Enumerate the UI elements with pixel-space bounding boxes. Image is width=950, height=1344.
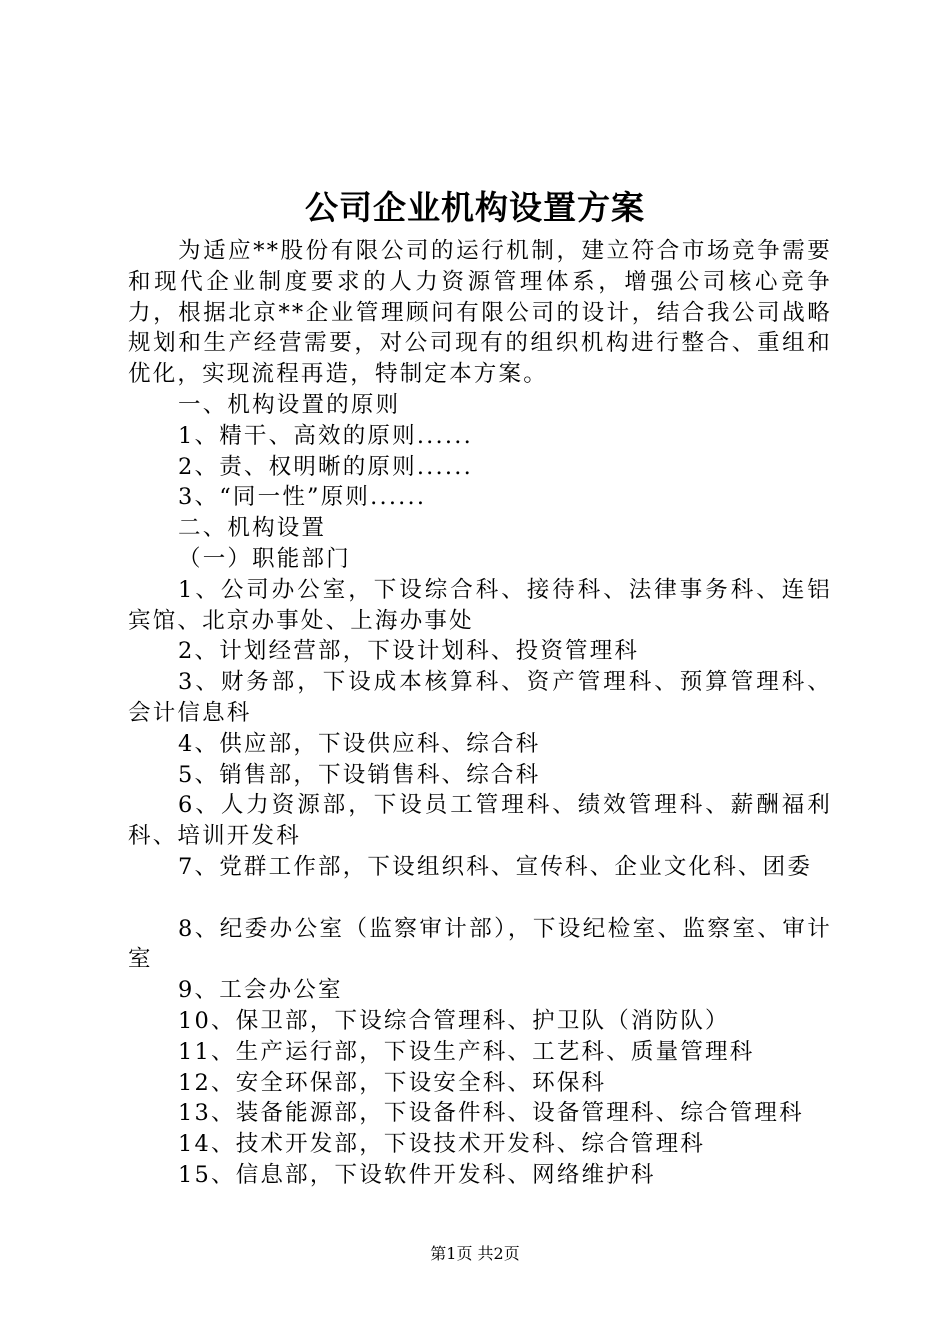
department-item: 4、供应部，下设供应科、综合科 <box>178 730 541 757</box>
principle-item: 1、精干、高效的原则...... <box>178 422 473 449</box>
department-item: 10、保卫部，下设综合管理科、护卫队（消防队） <box>178 1007 730 1034</box>
department-item: 9、工会办公室 <box>178 977 343 1004</box>
section-heading-principles: 一、机构设置的原则 <box>178 391 401 418</box>
department-item: 1、公司办公室，下设综合科、接待科、法律事务科、连铝宾馆、北京办事处、上海办事处 <box>128 576 832 634</box>
department-item: 6、人力资源部，下设员工管理科、绩效管理科、薪酬福利科、培训开发科 <box>128 792 832 850</box>
intro-paragraph: 为适应**股份有限公司的运行机制，建立符合市场竞争需要和现代企业制度要求的人力资源管理体系，增强公司核心竞争力，根据北京**企业管理顾问有限公司的设计，结合我公司战略规划和生产经营需要，对公司现有的组织机构进行整合、重组和优化，实现流程再造，特制定本方案。 <box>128 238 832 388</box>
document-title: 公司企业机构设置方案 <box>305 188 645 227</box>
subsection-heading-functional: （一）职能部门 <box>178 545 351 572</box>
department-item: 11、生产运行部，下设生产科、工艺科、质量管理科 <box>178 1038 755 1065</box>
department-item: 5、销售部，下设销售科、综合科 <box>178 761 541 788</box>
principle-item: 3、“同一性”原则...... <box>178 484 427 511</box>
department-item: 3、财务部，下设成本核算科、资产管理科、预算管理科、会计信息科 <box>128 669 832 726</box>
department-item: 8、纪委办公室（监察审计部），下设纪检室、监察室、审计室 <box>128 915 832 973</box>
page-footer: 第1页 共2页 <box>430 1244 520 1263</box>
department-item: 13、装备能源部，下设备件科、设备管理科、综合管理科 <box>178 1100 804 1127</box>
department-item: 7、党群工作部，下设组织科、宣传科、企业文化科、团委 <box>178 853 813 880</box>
section-heading-structure: 二、机构设置 <box>178 515 327 542</box>
department-item: 15、信息部，下设软件开发科、网络维护科 <box>178 1161 656 1188</box>
principle-item: 2、责、权明晰的原则...... <box>178 453 473 480</box>
department-item: 12、安全环保部，下设安全科、环保科 <box>178 1069 607 1096</box>
department-item: 14、技术开发部，下设技术开发科、综合管理科 <box>178 1131 706 1158</box>
department-item: 2、计划经营部，下设计划科、投资管理科 <box>178 638 640 665</box>
document-body <box>128 236 832 1191</box>
